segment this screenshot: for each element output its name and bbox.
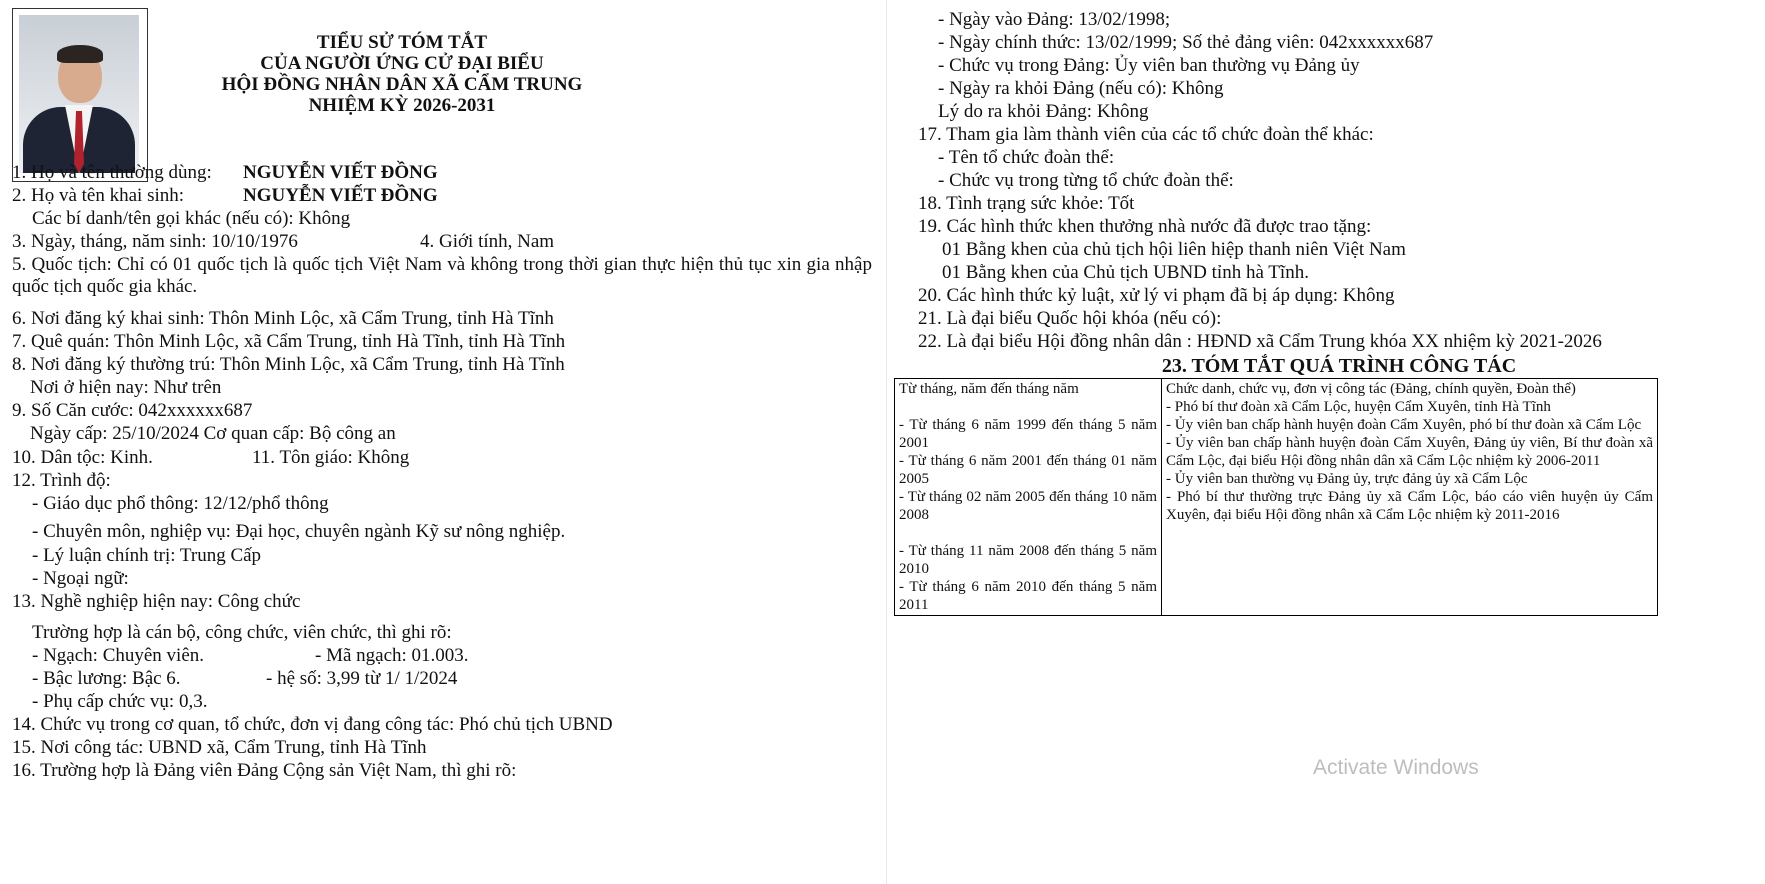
national-assembly: 21. Là đại biểu Quốc hội khóa (nếu có): (918, 308, 1222, 329)
permanent-residence: 8. Nơi đăng ký thường trú: Thôn Minh Lộc, xã Cẩm Trung, tỉnh Hà Tĩnh (12, 354, 565, 375)
party-member-heading: 16. Trường hợp là Đảng viên Đảng Cộng sản Việt Nam, thì ghi rõ: (12, 760, 517, 781)
discipline: 20. Các hình thức kỷ luật, xử lý vi phạm đã bị áp dụng: Không (918, 285, 1395, 306)
rank: - Ngạch: Chuyên viên. (32, 645, 205, 666)
id-number: 9. Số Căn cước: 042xxxxxx687 (12, 400, 253, 421)
work-history-table (894, 378, 1658, 616)
party-position: - Chức vụ trong Đảng: Ủy viên ban thường vụ Đảng ủy (938, 55, 1360, 76)
party-join-date: - Ngày vào Đảng: 13/02/1998; (938, 9, 1171, 30)
period-2: - Từ tháng 6 năm 2001 đến tháng 01 năm 2005 (899, 453, 1157, 487)
item-2 (12, 185, 438, 207)
current-occupation: 13. Nghề nghiệp hiện nay: Công chức (12, 591, 301, 612)
right-column (899, 0, 1760, 884)
award-2: 01 Bằng khen của Chủ tịch UBND tỉnh hà Tĩnh. (942, 262, 1309, 283)
party-leave-date: - Ngày ra khỏi Đảng (nếu có): Không (938, 78, 1224, 99)
document-heading (152, 32, 652, 116)
organizations-heading: 17. Tham gia làm thành viên của các tổ chức đoàn thể khác: (918, 124, 1374, 145)
professional-qualification: - Chuyên môn, nghiệp vụ: Đại học, chuyên ngành Kỹ sư nông nghiệp. (32, 521, 566, 542)
item-1-label: 1. Họ và tên thường dùng: (12, 162, 212, 183)
party-leave-reason: Lý do ra khỏi Đảng: Không (938, 101, 1149, 122)
general-education: - Giáo dục phổ thông: 12/12/phổ thông (32, 493, 329, 514)
organization-position: - Chức vụ trong từng tổ chức đoàn thể: (938, 170, 1234, 191)
period-3: - Từ tháng 02 năm 2005 đến tháng 10 năm 2008 (899, 489, 1157, 523)
awards-heading: 19. Các hình thức khen thưởng nhà nước đã được trao tặng: (918, 216, 1372, 237)
item-1 (12, 162, 438, 184)
nationality: 5. Quốc tịch: Chỉ có 01 quốc tịch là quốc tịch Việt Nam và không trong thời gian thực hiện thủ tục xin gia nhập quốc tịch quốc gia khác. (12, 254, 872, 297)
organization-name: - Tên tổ chức đoàn thể: (938, 147, 1115, 168)
role-1: - Phó bí thư đoàn xã Cẩm Lộc, huyện Cẩm Xuyên, tỉnh Hà Tĩnh (1166, 399, 1551, 415)
work-history-title: 23. TÓM TẮT QUÁ TRÌNH CÔNG TÁC (1161, 355, 1517, 377)
item-2-label: 2. Họ và tên khai sinh: (12, 185, 185, 206)
role-4: - Ủy viên ban thường vụ Đảng ủy, trực đảng ủy xã Cẩm Lộc (1166, 471, 1528, 487)
party-official-date: - Ngày chính thức: 13/02/1999; Số thẻ đảng viên: 042xxxxxx687 (938, 32, 1434, 53)
period-4: - Từ tháng 11 năm 2008 đến tháng 5 năm 2010 (899, 543, 1157, 577)
role-5: - Phó bí thư thường trực Đảng ủy xã Cẩm Lộc, báo cáo viên huyện ủy Cẩm Xuyên, đại biểu Hội đồng nhân xã Cẩm Lộc nhiệm kỳ 2011-2016 (1166, 489, 1653, 523)
period-1: - Từ tháng 6 năm 1999 đến tháng 5 năm 2001 (899, 417, 1157, 451)
portrait-photo (19, 15, 139, 173)
left-column (12, 0, 882, 884)
id-issue-info: Ngày cấp: 25/10/2024 Cơ quan cấp: Bộ công an (30, 423, 396, 444)
role-header: Chức danh, chức vụ, đơn vị công tác (Đảng, chính quyền, Đoàn thể) (1166, 381, 1576, 397)
periods-cell (895, 379, 1162, 616)
common-name-value: NGUYỄN VIẾT ĐỒNG (243, 162, 438, 183)
hometown: 7. Quê quán: Thôn Minh Lộc, xã Cẩm Trung, tỉnh Hà Tĩnh, tỉnh Hà Tĩnh (12, 331, 566, 352)
religion: 11. Tôn giáo: Không (252, 447, 410, 468)
health-status: 18. Tình trạng sức khỏe: Tốt (918, 193, 1135, 214)
current-residence: Nơi ở hiện nay: Như trên (30, 377, 222, 398)
education-heading: 12. Trình độ: (12, 470, 111, 491)
position-in-agency: 14. Chức vụ trong cơ quan, tổ chức, đơn vị đang công tác: Phó chủ tịch UBND (12, 714, 613, 735)
period-5: - Từ tháng 6 năm 2010 đến tháng 5 năm 2011 (899, 579, 1157, 613)
foreign-language: - Ngoại ngữ: (32, 568, 129, 589)
salary-level: - Bậc lương: Bậc 6. (32, 668, 181, 689)
period-header: Từ tháng, năm đến tháng năm (899, 381, 1079, 397)
position-allowance: - Phụ cấp chức vụ: 0,3. (32, 691, 208, 712)
birth-date: 3. Ngày, tháng, năm sinh: 10/10/1976 (12, 231, 298, 252)
gender: 4. Giới tính, Nam (420, 231, 555, 252)
birth-name-value: NGUYỄN VIẾT ĐỒNG (243, 185, 438, 206)
aliases: Các bí danh/tên gọi khác (nếu có): Không (32, 208, 351, 229)
roles-cell (1162, 379, 1658, 616)
civil-servant-note: Trường hợp là cán bộ, công chức, viên chức, thì ghi rõ: (32, 622, 452, 643)
workplace: 15. Nơi công tác: UBND xã, Cẩm Trung, tỉnh Hà Tĩnh (12, 737, 427, 758)
heading-line-3: HỘI ĐỒNG NHÂN DÂN XÃ CẨM TRUNG (221, 74, 583, 95)
heading-line-4: NHIỆM KỲ 2026-2031 (308, 95, 496, 116)
political-theory: - Lý luận chính trị: Trung Cấp (32, 545, 262, 566)
birth-registration: 6. Nơi đăng ký khai sinh: Thôn Minh Lộc, xã Cẩm Trung, tỉnh Hà Tĩnh (12, 308, 554, 329)
role-3: - Ủy viên ban chấp hành huyện đoàn Cẩm Xuyên, Đảng ủy viên, Bí thư đoàn xã Cẩm Lộc, đại biểu Hội đồng nhân dân xã Cẩm Lộc nhiệm kỳ 2006-2011 (1166, 435, 1653, 469)
heading-line-1: TIỂU SỬ TÓM TẮT (316, 32, 488, 53)
column-divider (886, 0, 887, 884)
award-1: 01 Bằng khen của chủ tịch hội liên hiệp thanh niên Việt Nam (942, 239, 1406, 260)
rank-code: - Mã ngạch: 01.003. (315, 645, 469, 666)
table-row (895, 379, 1658, 616)
salary-coefficient: - hệ số: 3,99 từ 1/ 1/2024 (266, 668, 458, 689)
ethnicity: 10. Dân tộc: Kinh. (12, 447, 153, 468)
heading-line-2: CỦA NGƯỜI ỨNG CỬ ĐẠI BIỂU (260, 53, 544, 74)
activate-windows-watermark: Activate Windows (1313, 756, 1479, 779)
council-delegate: 22. Là đại biểu Hội đồng nhân dân : HĐND xã Cẩm Trung khóa XX nhiệm kỳ 2021-2026 (918, 331, 1602, 352)
portrait-frame (12, 8, 148, 182)
role-2: - Ủy viên ban chấp hành huyện đoàn Cẩm Xuyên, phó bí thư đoàn xã Cẩm Lộc (1166, 417, 1642, 433)
